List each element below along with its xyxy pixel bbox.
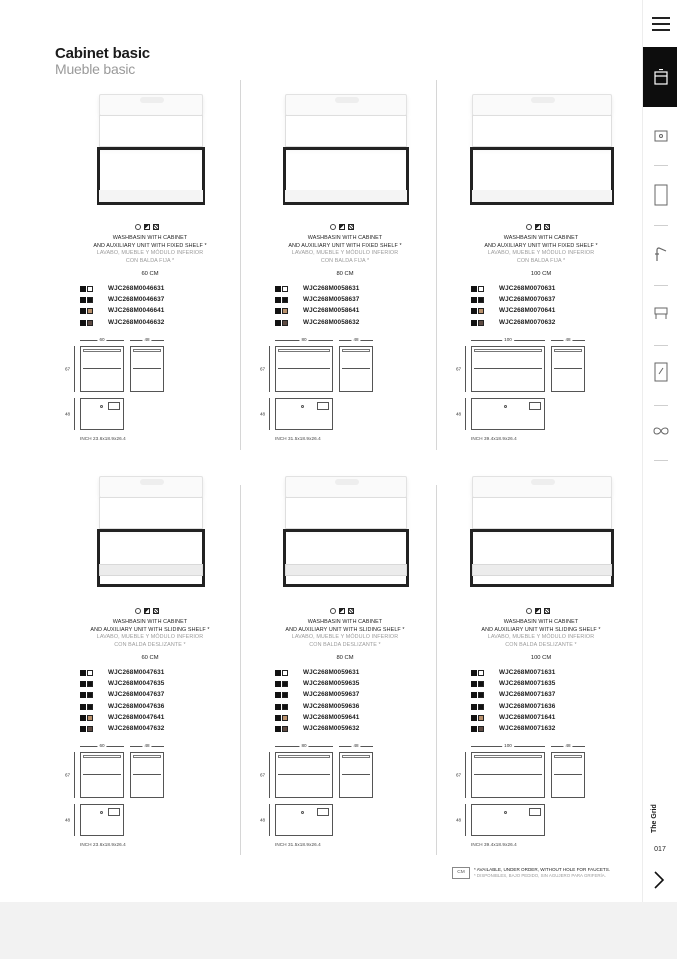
finish-color-swatch <box>282 308 288 314</box>
description-en-1: WASHBASIN WITH CABINET <box>112 235 188 241</box>
product-description <box>55 235 245 265</box>
depth-dimension: 48 <box>339 340 373 341</box>
front-elevation <box>471 346 545 392</box>
product-image <box>279 88 411 223</box>
reference-code: WJC268M0059636 <box>303 702 360 710</box>
unit-box: CM <box>452 867 470 879</box>
reference-row <box>471 296 631 307</box>
depth-dimension: 48 <box>130 340 164 341</box>
reference-list <box>471 285 631 330</box>
height-dimension: 67 <box>465 752 466 798</box>
reference-code: WJC268M0071635 <box>499 680 556 688</box>
reference-code: WJC268M0071636 <box>499 702 556 710</box>
reference-code: WJC268M0058641 <box>303 307 360 315</box>
plan-view <box>275 804 333 836</box>
description-en-2: AND AUXILIARY UNIT WITH SLIDING SHELF * <box>481 626 601 633</box>
reference-row <box>80 680 240 691</box>
reference-code: WJC268M0047636 <box>108 702 165 710</box>
finish-color-swatch <box>282 726 288 732</box>
product-card <box>250 466 440 848</box>
width-dimension: 60 <box>80 746 124 747</box>
black-finish-icon <box>144 608 150 614</box>
product-description <box>250 619 440 649</box>
description-es-2: CON BALDA DESLIZANTE * <box>114 641 186 648</box>
finish-color-swatch <box>282 297 288 303</box>
product-card <box>55 466 245 848</box>
reference-row <box>471 285 631 296</box>
plan-view <box>471 398 545 430</box>
reference-code: WJC268M0059637 <box>303 691 360 699</box>
description-es-1: LAVABO, MUEBLE Y MÓDULO INFERIOR <box>291 634 399 641</box>
black-finish-icon <box>339 224 345 230</box>
finish-color-swatch <box>478 704 484 710</box>
width-dimension: 60 <box>80 340 124 341</box>
frame-color-swatch <box>80 704 86 710</box>
product-size: 80 CM <box>336 271 354 277</box>
frame-color-swatch <box>471 726 477 732</box>
frame-color-swatch <box>471 704 477 710</box>
reference-code: WJC268M0047635 <box>108 680 165 688</box>
sidebar-nav <box>642 0 677 902</box>
width-dimension: 80 <box>275 340 333 341</box>
finish-color-swatch <box>282 692 288 698</box>
frame-color-swatch <box>471 320 477 326</box>
finish-color-swatch <box>478 297 484 303</box>
reference-row <box>80 319 240 330</box>
width-dimension: 100 <box>471 746 545 747</box>
inch-dimensions: INCH 23.6x18.9x26.4 <box>80 842 126 848</box>
frame-color-swatch <box>80 692 86 698</box>
reference-row <box>275 691 435 702</box>
product-image <box>466 88 616 223</box>
finish-color-swatch <box>87 704 93 710</box>
reference-row <box>471 669 631 680</box>
front-elevation <box>80 752 124 798</box>
plan-depth-dimension: 48 <box>269 398 270 430</box>
black-finish-icon <box>535 608 541 614</box>
frame-color-swatch <box>275 670 281 676</box>
reference-list <box>80 285 240 330</box>
finish-color-swatch <box>478 726 484 732</box>
height-dimension: 67 <box>269 346 270 392</box>
side-elevation <box>339 752 373 798</box>
reference-code: WJC268M0046632 <box>108 318 165 326</box>
reference-code: WJC268M0047637 <box>108 691 165 699</box>
frame-color-swatch <box>80 715 86 721</box>
sidebar-separator <box>654 460 668 461</box>
description-en-1: WASHBASIN WITH CABINET <box>503 619 579 625</box>
product-description <box>446 235 636 265</box>
side-elevation <box>130 752 164 798</box>
reference-row <box>80 669 240 680</box>
plan-view <box>80 398 124 430</box>
finish-color-swatch <box>478 670 484 676</box>
finish-color-swatch <box>87 297 93 303</box>
finish-color-swatch <box>282 320 288 326</box>
menu-icon[interactable] <box>652 17 670 31</box>
wood-finish-icon <box>153 608 159 614</box>
finish-color-swatch <box>478 692 484 698</box>
frame-color-swatch <box>275 308 281 314</box>
depth-dimension: 48 <box>339 746 373 747</box>
note-en: * AVAILABLE, UNDER ORDER, WITHOUT HOLE FOR FAUCETS. <box>474 867 611 872</box>
frame-color-swatch <box>80 286 86 292</box>
description-en-2: AND AUXILIARY UNIT WITH FIXED SHELF * <box>484 242 598 249</box>
white-finish-icon <box>135 608 141 614</box>
plan-depth-dimension: 48 <box>269 804 270 836</box>
frame-color-swatch <box>80 308 86 314</box>
availability-note <box>452 867 632 881</box>
sidebar-item-cabinet[interactable] <box>643 47 677 107</box>
reference-row <box>80 691 240 702</box>
reference-row <box>275 680 435 691</box>
section-label: The Grid <box>651 804 658 833</box>
finish-color-swatch <box>478 286 484 292</box>
page-title: Cabinet basic <box>55 45 150 62</box>
description-en-2: AND AUXILIARY UNIT WITH SLIDING SHELF * <box>90 626 210 633</box>
white-finish-icon <box>135 224 141 230</box>
plan-view <box>80 804 124 836</box>
finish-icons <box>526 607 556 615</box>
sidebar-separator <box>654 225 668 226</box>
sidebar-separator <box>654 345 668 346</box>
reference-code: WJC268M0071637 <box>499 691 556 699</box>
description-en-1: WASHBASIN WITH CABINET <box>307 235 383 241</box>
sidebar-item-shower[interactable] <box>643 350 677 400</box>
product-size: 80 CM <box>336 655 354 661</box>
frame-color-swatch <box>471 681 477 687</box>
reference-row <box>275 307 435 318</box>
frame-color-swatch <box>80 297 86 303</box>
reference-row <box>275 725 435 736</box>
shower-screen-icon <box>654 362 668 382</box>
reference-row <box>471 725 631 736</box>
reference-code: WJC268M0046631 <box>108 285 165 292</box>
frame-color-swatch <box>275 704 281 710</box>
frame-color-swatch <box>80 681 86 687</box>
finish-color-swatch <box>87 670 93 676</box>
front-elevation <box>471 752 545 798</box>
wood-finish-icon <box>153 224 159 230</box>
finish-color-swatch <box>87 715 93 721</box>
reference-row <box>471 714 631 725</box>
wood-finish-icon <box>348 608 354 614</box>
sidebar-item-basin[interactable] <box>643 112 677 162</box>
frame-color-swatch <box>80 320 86 326</box>
sidebar-separator <box>654 285 668 286</box>
product-size: 100 CM <box>530 271 552 277</box>
reference-row <box>471 691 631 702</box>
frame-color-swatch <box>471 692 477 698</box>
white-finish-icon <box>526 608 532 614</box>
reference-list <box>275 285 435 330</box>
width-dimension: 100 <box>471 340 545 341</box>
infinity-icon <box>653 426 669 436</box>
sidebar-item-mirror[interactable] <box>643 170 677 220</box>
frame-color-swatch <box>275 286 281 292</box>
frame-color-swatch <box>275 726 281 732</box>
reference-row <box>80 725 240 736</box>
description-es-1: LAVABO, MUEBLE Y MÓDULO INFERIOR <box>487 250 595 257</box>
finish-color-swatch <box>282 715 288 721</box>
product-size: 100 CM <box>530 655 552 661</box>
reference-row <box>275 285 435 296</box>
reference-row <box>80 285 240 296</box>
finish-color-swatch <box>87 286 93 292</box>
finish-color-swatch <box>282 286 288 292</box>
description-en-1: WASHBASIN WITH CABINET <box>503 235 579 241</box>
frame-color-swatch <box>275 681 281 687</box>
frame-color-swatch <box>275 692 281 698</box>
side-elevation <box>130 346 164 392</box>
reference-code: WJC268M0058631 <box>303 285 360 292</box>
sidebar-separator <box>654 165 668 166</box>
reference-row <box>80 703 240 714</box>
sidebar-item-infinity[interactable] <box>643 410 677 460</box>
inch-dimensions: INCH 39.4x18.9x26.4 <box>471 842 517 848</box>
chevron-right-icon <box>651 870 667 890</box>
reference-row <box>471 307 631 318</box>
white-finish-icon <box>330 224 336 230</box>
description-es-2: CON BALDA FIJA * <box>125 257 175 264</box>
finish-icons <box>135 607 165 615</box>
faucet-icon <box>654 246 668 262</box>
reference-list <box>275 669 435 736</box>
side-elevation <box>339 346 373 392</box>
black-finish-icon <box>535 224 541 230</box>
reference-code: WJC268M0059641 <box>303 713 360 721</box>
technical-drawing <box>65 336 240 446</box>
reference-list <box>80 669 240 736</box>
description-en-2: AND AUXILIARY UNIT WITH FIXED SHELF * <box>288 242 402 249</box>
inch-dimensions: INCH 31.5x18.9x26.4 <box>275 435 321 441</box>
finish-color-swatch <box>87 681 93 687</box>
page-subtitle: Mueble basic <box>55 61 136 77</box>
frame-color-swatch <box>80 670 86 676</box>
reference-code: WJC268M0047631 <box>108 669 165 676</box>
product-size: 60 CM <box>141 271 159 277</box>
reference-code: WJC268M0070631 <box>499 285 556 292</box>
reference-code: WJC268M0059635 <box>303 680 360 688</box>
description-en-2: AND AUXILIARY UNIT WITH FIXED SHELF * <box>93 242 207 249</box>
reference-code: WJC268M0058632 <box>303 318 360 326</box>
footer-band <box>0 902 677 959</box>
description-es-2: CON BALDA DESLIZANTE * <box>309 641 381 648</box>
plan-depth-dimension: 48 <box>74 804 75 836</box>
frame-color-swatch <box>471 297 477 303</box>
product-image <box>279 470 411 605</box>
description-en-2: AND AUXILIARY UNIT WITH SLIDING SHELF * <box>285 626 405 633</box>
finish-color-swatch <box>478 308 484 314</box>
description-es-1: LAVABO, MUEBLE Y MÓDULO INFERIOR <box>96 634 204 641</box>
reference-code: WJC268M0046637 <box>108 296 165 304</box>
front-elevation <box>275 346 333 392</box>
frame-color-swatch <box>275 715 281 721</box>
next-page-button[interactable] <box>651 870 667 890</box>
product-card <box>55 82 245 452</box>
finish-color-swatch <box>282 704 288 710</box>
frame-color-swatch <box>275 320 281 326</box>
finish-icons <box>135 223 165 231</box>
technical-drawing <box>65 742 240 852</box>
reference-code: WJC268M0047641 <box>108 713 165 721</box>
description-en-1: WASHBASIN WITH CABINET <box>307 619 383 625</box>
description-es-2: CON BALDA DESLIZANTE * <box>505 641 577 648</box>
inch-dimensions: INCH 31.5x18.9x26.4 <box>275 842 321 848</box>
bench-icon <box>654 306 668 320</box>
reference-code: WJC268M0070641 <box>499 307 556 315</box>
finish-icons <box>526 223 556 231</box>
technical-drawing <box>260 742 435 852</box>
frame-color-swatch <box>471 308 477 314</box>
product-description <box>55 619 245 649</box>
note-es: * DISPONIBLES, BAJO PEDIDO, SIN AGUJERO PARA GRIFERÍA. <box>474 873 606 878</box>
reference-row <box>275 714 435 725</box>
height-dimension: 67 <box>74 752 75 798</box>
reference-code: WJC268M0070632 <box>499 318 556 326</box>
product-size: 60 CM <box>141 655 159 661</box>
cabinet-icon <box>654 69 668 85</box>
frame-color-swatch <box>275 297 281 303</box>
depth-dimension: 48 <box>551 340 585 341</box>
reference-code: WJC268M0071631 <box>499 669 556 676</box>
reference-row <box>80 714 240 725</box>
finish-color-swatch <box>478 715 484 721</box>
product-image <box>466 470 616 605</box>
reference-code: WJC268M0071641 <box>499 713 556 721</box>
page-number: 017 <box>654 846 666 853</box>
height-dimension: 67 <box>465 346 466 392</box>
black-finish-icon <box>144 224 150 230</box>
finish-color-swatch <box>282 681 288 687</box>
wood-finish-icon <box>348 224 354 230</box>
reference-row <box>471 319 631 330</box>
front-elevation <box>275 752 333 798</box>
white-finish-icon <box>526 224 532 230</box>
reference-code: WJC268M0059631 <box>303 669 360 676</box>
front-elevation <box>80 346 124 392</box>
height-dimension: 67 <box>269 752 270 798</box>
frame-color-swatch <box>80 726 86 732</box>
reference-code: WJC268M0047632 <box>108 724 165 732</box>
reference-row <box>471 703 631 714</box>
description-es-1: LAVABO, MUEBLE Y MÓDULO INFERIOR <box>291 250 399 257</box>
technical-drawing <box>456 336 631 446</box>
plan-view <box>275 398 333 430</box>
reference-row <box>275 296 435 307</box>
finish-icons <box>330 223 360 231</box>
product-card <box>446 82 636 452</box>
product-description <box>446 619 636 649</box>
description-es-1: LAVABO, MUEBLE Y MÓDULO INFERIOR <box>96 250 204 257</box>
mirror-icon <box>654 184 668 206</box>
basin-icon <box>654 129 668 143</box>
product-description <box>250 235 440 265</box>
description-es-2: CON BALDA FIJA * <box>320 257 370 264</box>
plan-depth-dimension: 48 <box>74 398 75 430</box>
reference-row <box>275 319 435 330</box>
product-image <box>93 470 207 605</box>
reference-row <box>80 296 240 307</box>
product-image <box>93 88 207 223</box>
black-finish-icon <box>339 608 345 614</box>
description-es-1: LAVABO, MUEBLE Y MÓDULO INFERIOR <box>487 634 595 641</box>
depth-dimension: 48 <box>130 746 164 747</box>
reference-code: WJC268M0046641 <box>108 307 165 315</box>
finish-color-swatch <box>478 681 484 687</box>
description-en-1: WASHBASIN WITH CABINET <box>112 619 188 625</box>
finish-color-swatch <box>87 308 93 314</box>
side-elevation <box>551 346 585 392</box>
reference-row <box>80 307 240 318</box>
technical-drawing <box>260 336 435 446</box>
reference-code: WJC268M0058637 <box>303 296 360 304</box>
depth-dimension: 48 <box>551 746 585 747</box>
reference-list <box>471 669 631 736</box>
finish-icons <box>330 607 360 615</box>
product-card <box>250 82 440 452</box>
technical-drawing <box>456 742 631 852</box>
frame-color-swatch <box>471 286 477 292</box>
side-elevation <box>551 752 585 798</box>
frame-color-swatch <box>471 715 477 721</box>
frame-color-swatch <box>471 670 477 676</box>
finish-color-swatch <box>87 320 93 326</box>
reference-code: WJC268M0071632 <box>499 724 556 732</box>
finish-color-swatch <box>478 320 484 326</box>
finish-color-swatch <box>282 670 288 676</box>
inch-dimensions: INCH 39.4x18.9x26.4 <box>471 435 517 441</box>
plan-depth-dimension: 48 <box>465 398 466 430</box>
width-dimension: 80 <box>275 746 333 747</box>
finish-color-swatch <box>87 726 93 732</box>
finish-color-swatch <box>87 692 93 698</box>
reference-row <box>275 669 435 680</box>
reference-code: WJC268M0070637 <box>499 296 556 304</box>
reference-row <box>471 680 631 691</box>
reference-row <box>275 703 435 714</box>
sidebar-separator <box>654 405 668 406</box>
wood-finish-icon <box>544 608 550 614</box>
description-es-2: CON BALDA FIJA * <box>516 257 566 264</box>
white-finish-icon <box>330 608 336 614</box>
sidebar-item-faucet[interactable] <box>643 230 677 280</box>
plan-depth-dimension: 48 <box>465 804 466 836</box>
wood-finish-icon <box>544 224 550 230</box>
plan-view <box>471 804 545 836</box>
reference-code: WJC268M0059632 <box>303 724 360 732</box>
height-dimension: 67 <box>74 346 75 392</box>
product-card <box>446 466 636 848</box>
sidebar-item-bench[interactable] <box>643 290 677 340</box>
inch-dimensions: INCH 23.6x18.9x26.4 <box>80 435 126 441</box>
